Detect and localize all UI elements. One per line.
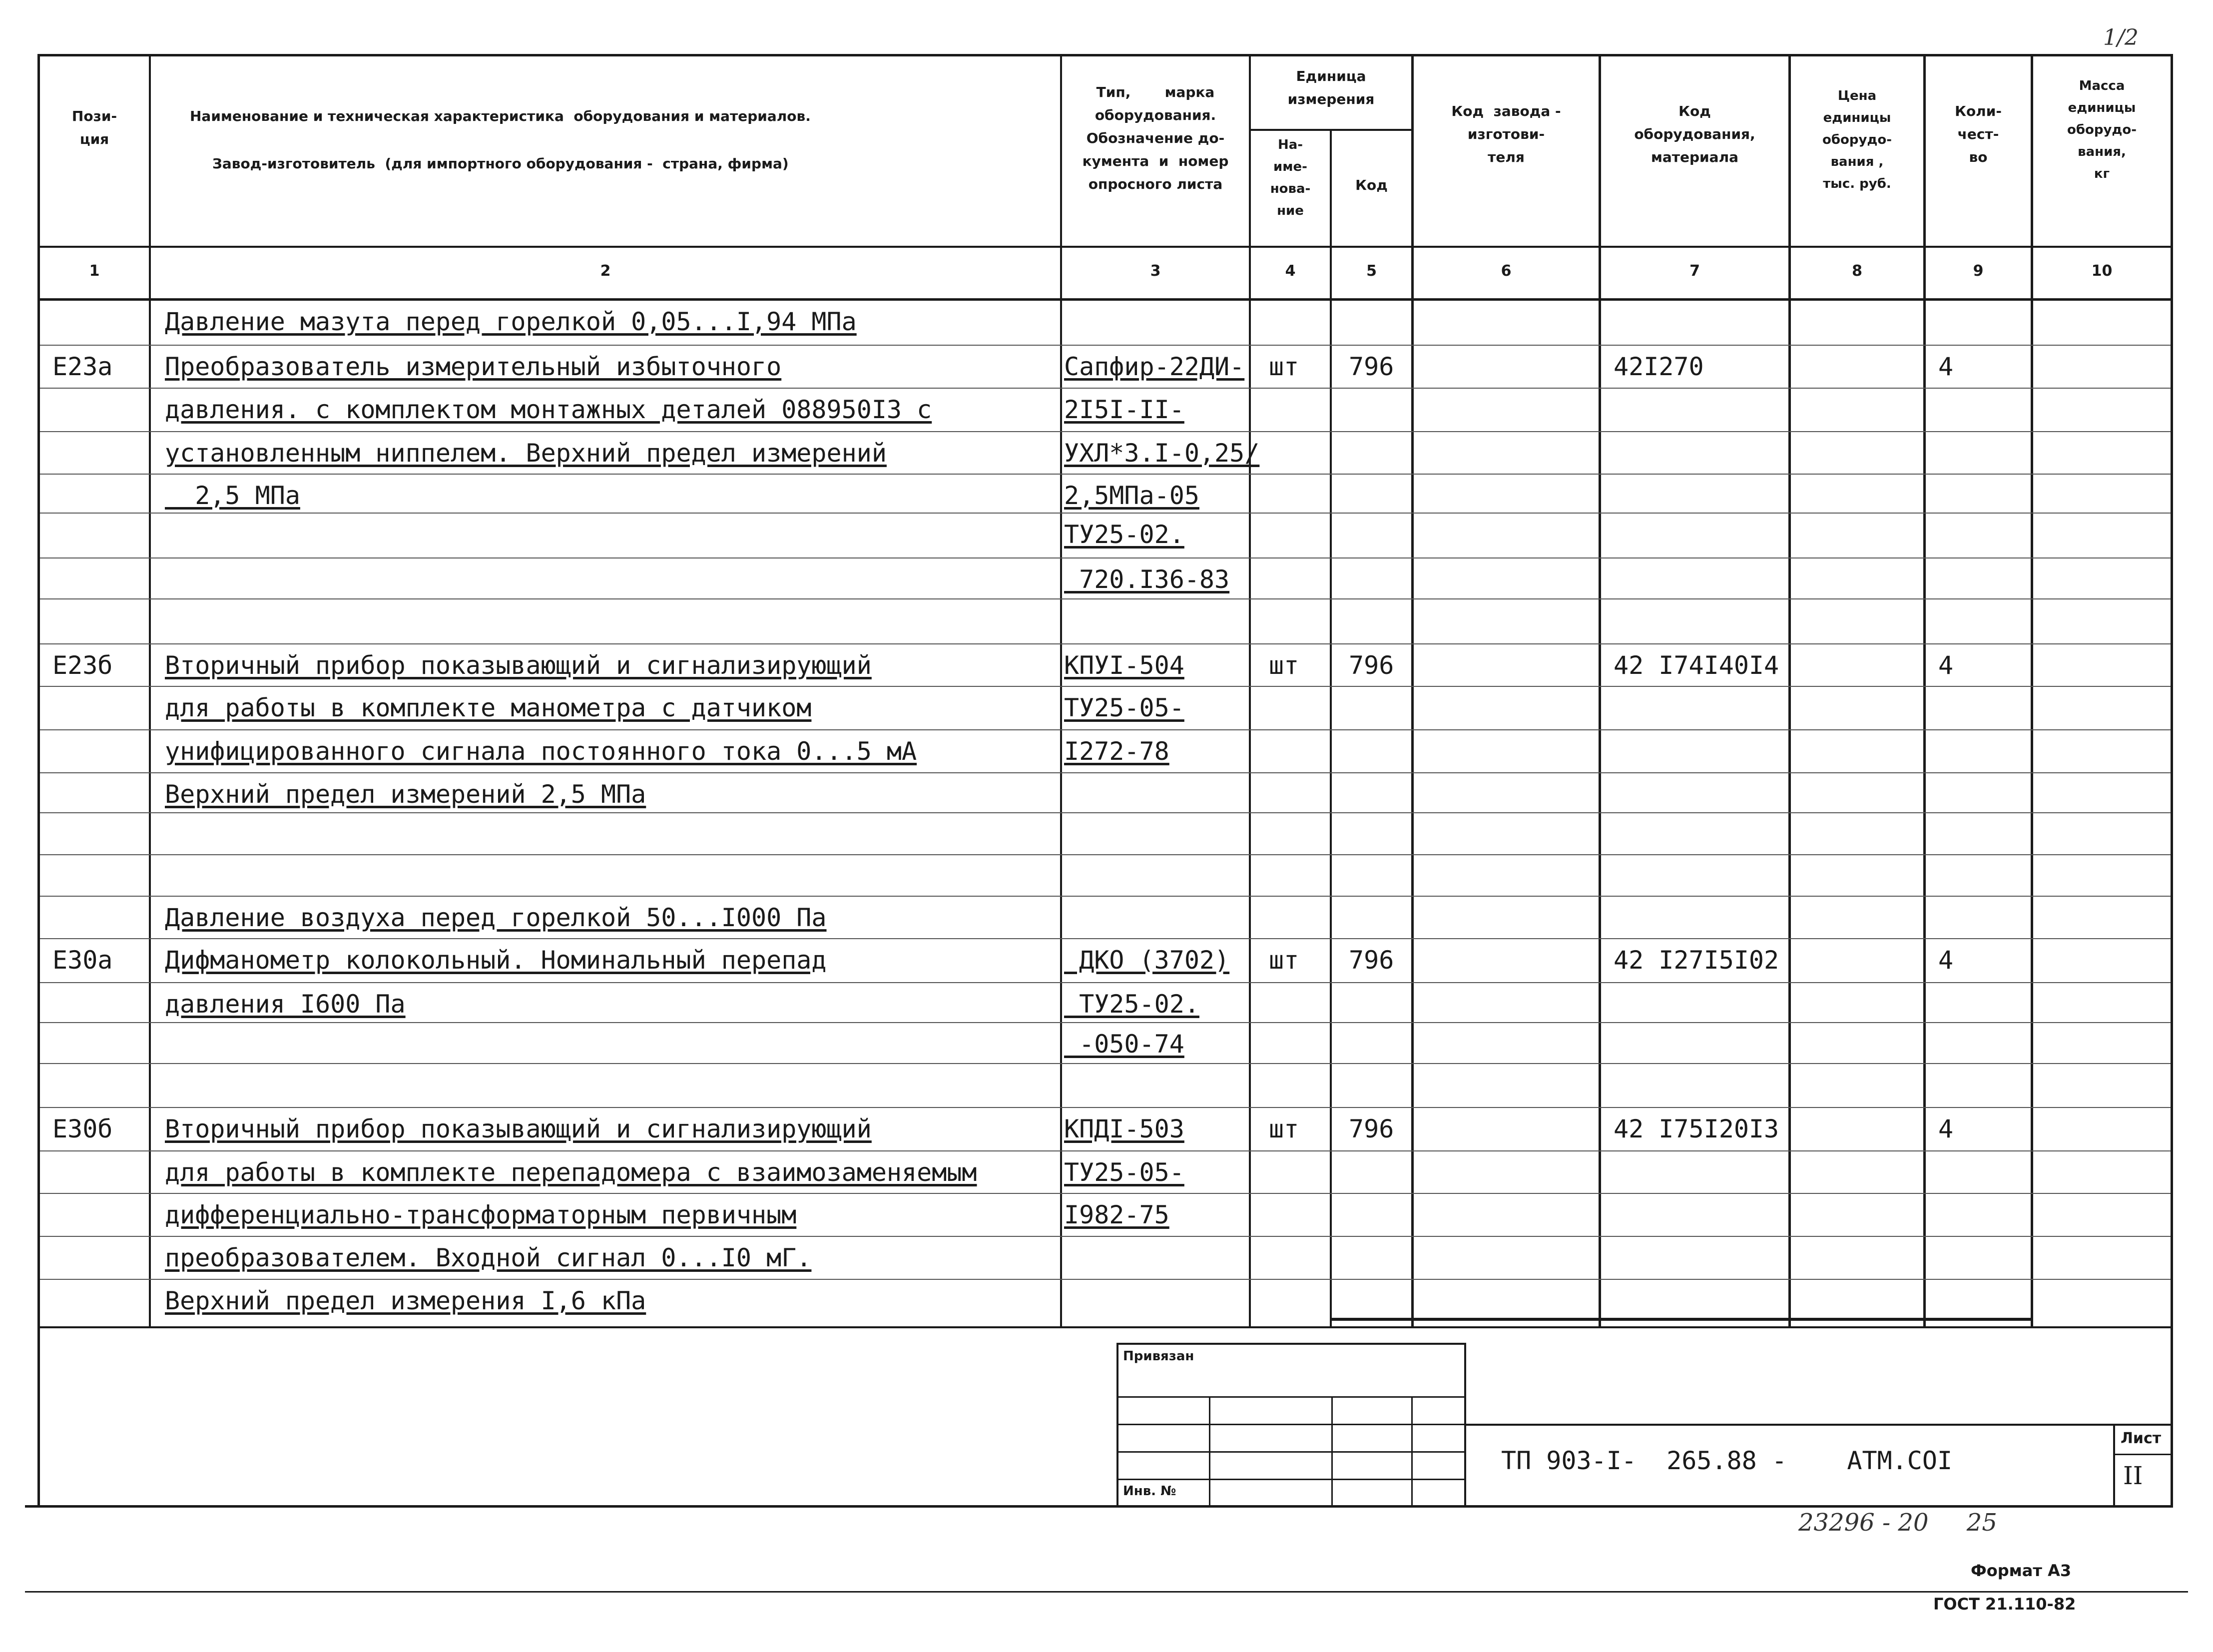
row-separator bbox=[40, 1107, 2171, 1108]
type-cell: I982-75 bbox=[1064, 1200, 1169, 1229]
stamp-privyazan: Привязан bbox=[1123, 1349, 1194, 1364]
column-number: 1 bbox=[89, 262, 100, 280]
stamp-inv-no: Инв. № bbox=[1123, 1484, 1176, 1499]
type-cell: I272-78 bbox=[1064, 737, 1169, 766]
row-separator bbox=[40, 812, 2171, 813]
row-separator bbox=[40, 513, 2171, 514]
description-cell: Верхний предел измерений 2,5 МПа bbox=[165, 780, 646, 809]
description-cell: Давление мазута перед горелкой 0,05...I,94 МПа bbox=[165, 307, 857, 336]
sheet-bottom-line bbox=[25, 1505, 2173, 1508]
type-cell: ТУ25-02. bbox=[1064, 520, 1184, 549]
document-number: ТП 903-I- 265.88 - АТМ.СОI bbox=[1501, 1446, 1953, 1475]
description-cell: Верхний предел измерения I,6 кПа bbox=[165, 1286, 646, 1315]
col-line-6 bbox=[1599, 54, 1601, 1328]
row-separator bbox=[40, 598, 2171, 599]
description-cell: 2,5 МПа bbox=[165, 481, 300, 510]
row-separator bbox=[40, 772, 2171, 773]
equipment-code-cell: 42 I75I20I3 bbox=[1614, 1114, 1779, 1143]
stamp-line bbox=[1116, 1451, 1466, 1453]
row-separator bbox=[40, 896, 2171, 897]
position-cell: Е30а bbox=[52, 946, 113, 975]
stamp-col bbox=[1411, 1396, 1413, 1506]
equipment-code-cell: 42 I74I40I4 bbox=[1614, 651, 1779, 680]
row-separator bbox=[40, 1150, 2171, 1151]
description-cell: унифицированного сигнала постоянного тока 0...5 мА bbox=[165, 737, 917, 766]
row-separator bbox=[40, 345, 2171, 346]
type-cell: КПДI-503 bbox=[1064, 1114, 1184, 1143]
header-unit-group: Единица измерения bbox=[1287, 68, 1375, 107]
column-number: 3 bbox=[1150, 262, 1161, 280]
description-cell: Преобразователь измерительный избыточного bbox=[165, 352, 782, 381]
row-separator bbox=[40, 557, 2171, 558]
format-label: Формат А3 bbox=[1971, 1561, 2072, 1580]
unit-name-cell: шт bbox=[1269, 946, 1299, 975]
stamp-line bbox=[1116, 1424, 1466, 1425]
col-line-8 bbox=[1923, 54, 1926, 1328]
type-cell: ТУ25-05- bbox=[1064, 693, 1184, 722]
row-separator bbox=[40, 686, 2171, 687]
right-border bbox=[2171, 54, 2173, 1508]
description-cell: Давление воздуха перед горелкой 50...I000 Па bbox=[165, 903, 827, 932]
description-cell: для работы в комплекте манометра с датчиком bbox=[165, 693, 812, 722]
unit-code-cell: 796 bbox=[1349, 946, 1394, 975]
type-cell: УХЛ*3.I-0,25/ bbox=[1064, 439, 1260, 468]
header-mass: Масса единицы оборудо- вания, кг bbox=[2067, 78, 2137, 181]
sheet-box-line bbox=[2113, 1454, 2173, 1455]
header-type: Тип, марка оборудования. Обозначение до- кумента и номер опросного листа bbox=[1082, 84, 1229, 192]
quantity-cell: 4 bbox=[1938, 651, 1954, 680]
sheet-box-left bbox=[2113, 1424, 2115, 1508]
gost-label: ГОСТ 21.110-82 bbox=[1933, 1595, 2076, 1614]
row-separator bbox=[40, 643, 2171, 644]
header-bottom-line bbox=[37, 246, 2173, 248]
header-unit-code: Код bbox=[1355, 177, 1388, 193]
col-line-3 bbox=[1249, 54, 1251, 1328]
stamp-col bbox=[1209, 1396, 1210, 1506]
description-cell: установленным ниппелем. Верхний предел измерений bbox=[165, 439, 887, 468]
type-cell: 720.I36-83 bbox=[1064, 565, 1230, 594]
column-number: 2 bbox=[600, 262, 611, 280]
stamp-left bbox=[1116, 1343, 1118, 1508]
header-unit-name: На- име- нова- ние bbox=[1270, 137, 1311, 218]
title-block-top bbox=[1466, 1424, 2173, 1426]
stamp-line bbox=[1116, 1479, 1466, 1480]
position-cell: Е30б bbox=[52, 1114, 113, 1143]
row-separator bbox=[40, 938, 2171, 939]
col-line-7 bbox=[1788, 54, 1791, 1328]
header-name-line1: Наименование и техническая характеристика оборудования и материалов. bbox=[190, 108, 811, 124]
handwritten-archive-number: 23296 - 20 25 bbox=[1798, 1509, 1997, 1537]
column-number: 7 bbox=[1689, 262, 1700, 280]
type-cell: -050-74 bbox=[1064, 1030, 1184, 1059]
row-separator bbox=[40, 1236, 2171, 1237]
unit-code-cell: 796 bbox=[1349, 1114, 1394, 1143]
unit-name-cell: шт bbox=[1269, 352, 1299, 381]
type-cell: 2,5МПа-05 bbox=[1064, 481, 1199, 510]
column-number: 5 bbox=[1366, 262, 1377, 280]
quantity-cell: 4 bbox=[1938, 1114, 1954, 1143]
row-separator bbox=[40, 388, 2171, 389]
description-cell: Вторичный прибор показывающий и сигнализирующий bbox=[165, 1114, 872, 1143]
table-bottom-line bbox=[37, 1326, 2173, 1328]
column-number: 4 bbox=[1285, 262, 1296, 280]
row-separator bbox=[40, 1279, 2171, 1280]
description-cell: преобразователем. Входной сигнал 0...I0 мГ. bbox=[165, 1243, 812, 1272]
quantity-cell: 4 bbox=[1938, 352, 1954, 381]
number-row-bottom-line bbox=[37, 298, 2173, 301]
column-number: 9 bbox=[1973, 262, 1984, 280]
column-number: 8 bbox=[1852, 262, 1862, 280]
table-top-border bbox=[37, 54, 2173, 56]
position-cell: Е23а bbox=[52, 352, 113, 381]
description-cell: для работы в комплекте перепадомера с взаимозаменяемым bbox=[165, 1158, 977, 1187]
header-name-line2: Завод-изготовитель (для импортного оборудования - страна, фирма) bbox=[212, 155, 789, 172]
position-cell: Е23б bbox=[52, 651, 113, 680]
type-cell: ТУ25-02. bbox=[1064, 990, 1199, 1019]
row-separator bbox=[40, 1193, 2171, 1194]
column-number: 10 bbox=[2091, 262, 2113, 280]
type-cell: ДКО (3702) bbox=[1064, 946, 1230, 975]
type-cell: 2I5I-II- bbox=[1064, 395, 1184, 424]
equipment-code-cell: 42 I27I5I02 bbox=[1614, 946, 1779, 975]
description-cell: дифференциально-трансформаторным первичным bbox=[165, 1200, 797, 1229]
sheet-number: II bbox=[2123, 1461, 2143, 1490]
header-price: Цена единицы оборудо- вания , тыс. руб. bbox=[1822, 88, 1892, 191]
quantity-cell: 4 bbox=[1938, 946, 1954, 975]
description-cell: давления I600 Па bbox=[165, 990, 406, 1019]
row-separator bbox=[40, 729, 2171, 730]
unit-code-cell: 796 bbox=[1349, 352, 1394, 381]
stamp-line bbox=[1116, 1396, 1466, 1398]
row-separator bbox=[40, 1063, 2171, 1064]
type-cell: Сапфир-22ДИ- bbox=[1064, 352, 1245, 381]
unit-name-cell: шт bbox=[1269, 651, 1299, 680]
sheet-label: Лист bbox=[2121, 1430, 2162, 1447]
corner-mark: 1/2 bbox=[2103, 25, 2139, 50]
description-cell: давления. с комплектом монтажных деталей 088950I3 с bbox=[165, 395, 932, 424]
col-line-1 bbox=[149, 54, 151, 1328]
equipment-code-cell: 42I270 bbox=[1614, 352, 1704, 381]
row-separator bbox=[40, 431, 2171, 432]
row-separator bbox=[40, 854, 2171, 855]
row-separator bbox=[40, 982, 2171, 983]
unit-code-cell: 796 bbox=[1349, 651, 1394, 680]
header-quantity: Коли- чест- во bbox=[1955, 103, 2002, 165]
header-manufacturer-code: Код завода - изготови- теля bbox=[1451, 103, 1561, 165]
col-line-5 bbox=[1411, 54, 1414, 1328]
column-number: 6 bbox=[1501, 262, 1512, 280]
type-cell: КПУI-504 bbox=[1064, 651, 1184, 680]
stamp-col bbox=[1331, 1396, 1333, 1506]
unit-name-cell: шт bbox=[1269, 1114, 1299, 1143]
header-position: Пози- ция bbox=[71, 108, 117, 147]
col-line-9 bbox=[2031, 54, 2033, 1328]
data-frame-bottom bbox=[1330, 1318, 2033, 1321]
stamp-top bbox=[1116, 1343, 1466, 1345]
row-separator bbox=[40, 1022, 2171, 1023]
col-line-2 bbox=[1060, 54, 1062, 1328]
description-cell: Вторичный прибор показывающий и сигнализирующий bbox=[165, 651, 872, 680]
type-cell: ТУ25-05- bbox=[1064, 1158, 1184, 1187]
unit-group-line bbox=[1249, 129, 1413, 131]
trim-line bbox=[25, 1591, 2188, 1593]
row-separator bbox=[40, 474, 2171, 475]
description-cell: Дифманометр колокольный. Номинальный перепад bbox=[165, 946, 827, 975]
header-equipment-code: Код оборудования, материала bbox=[1634, 103, 1755, 165]
